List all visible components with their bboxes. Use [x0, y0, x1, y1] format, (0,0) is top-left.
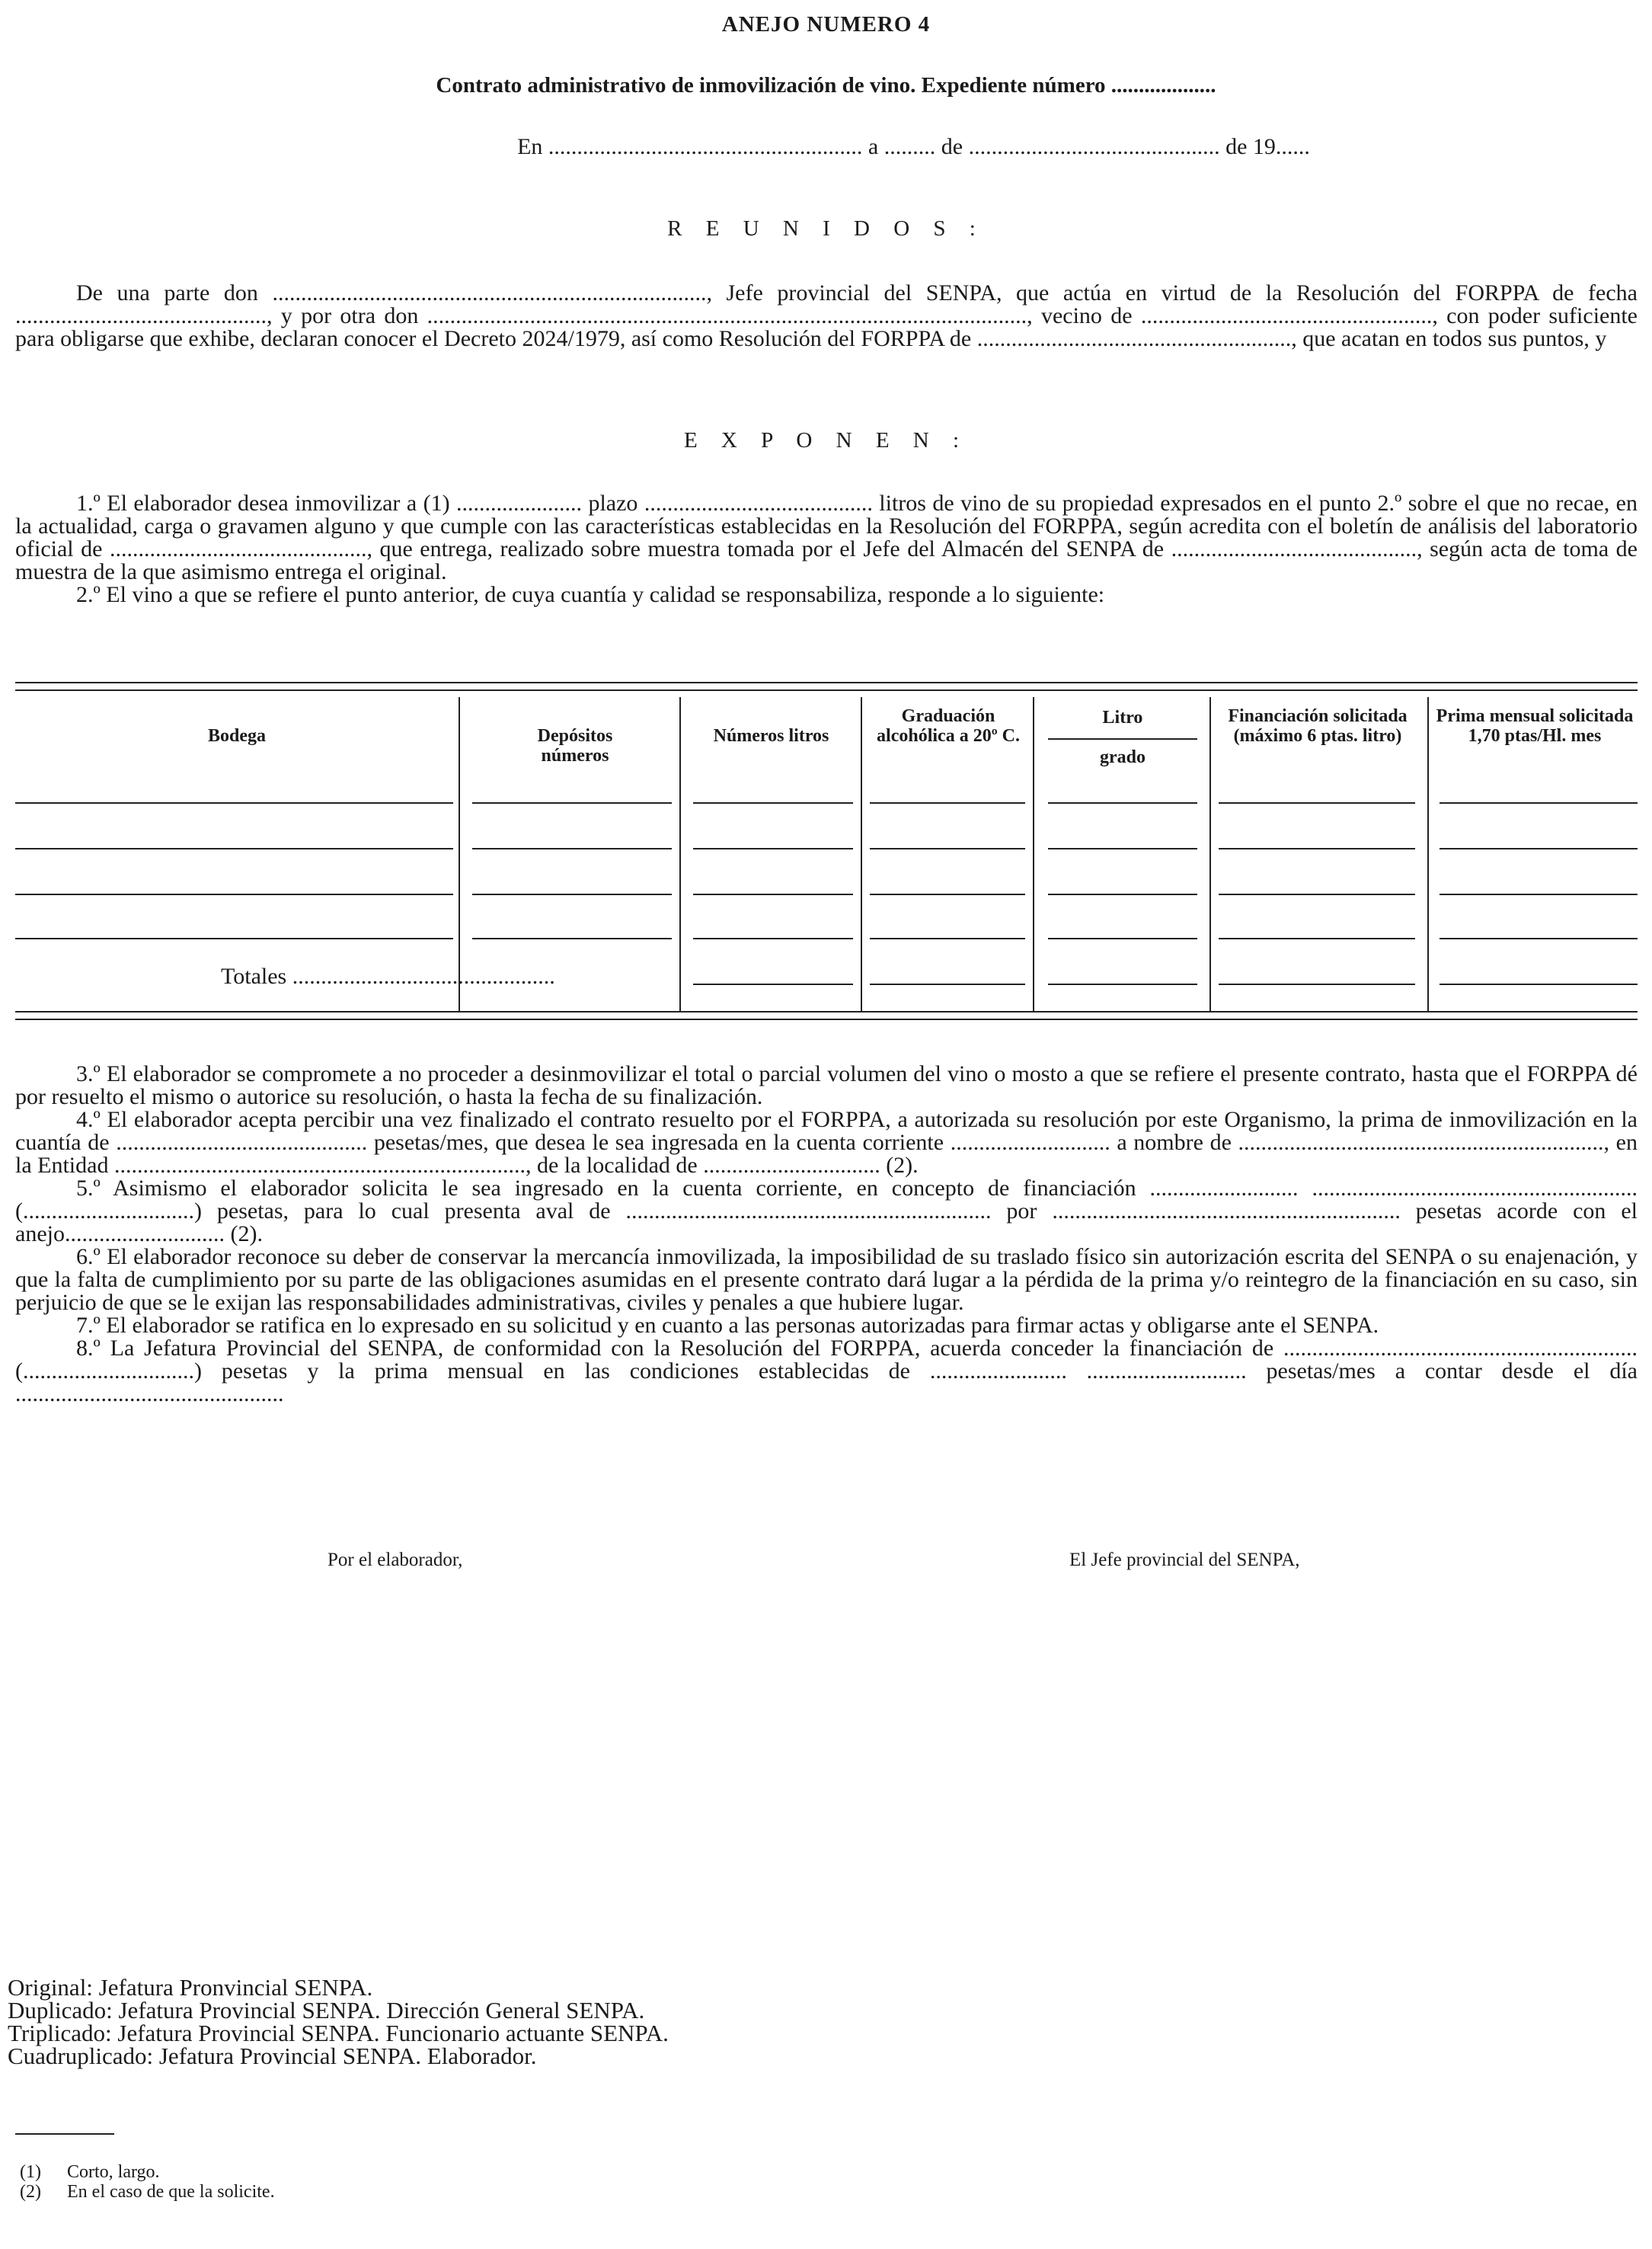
- clause-2: 2.º El vino a que se refiere el punto anterior, de cuya cuantía y calidad se responsabiliza, responde a lo siguiente:: [76, 582, 1105, 607]
- header-numeros-litros: Números litros: [713, 726, 829, 746]
- header-grado: grado: [1100, 747, 1146, 767]
- copy-triplicado: Triplicado: Jefatura Provincial SENPA. Funcionario actuante SENPA.: [8, 2020, 669, 2046]
- table-row-line: [693, 938, 853, 939]
- table-top-rule-1: [15, 682, 1638, 683]
- header-litro: Litro: [1102, 708, 1143, 728]
- litro-grado-divider: [1048, 738, 1197, 740]
- clause-6: 6.º El elaborador reconoce su deber de conservar la mercancía inmovilizada, la imposibilidad de su traslado físico sin autorización escrita del SENPA o su enajenación, y que la falta de cumplimiento por su parte de las obligaciones asumidas en el presente contrato dará lugar a la pérdida de la prima y/o reintegro de la financiación en su caso, sin perjuicio de que se le exijan las responsabilidades administrativas, civiles y penales a que hubiere lugar.: [15, 1244, 1638, 1315]
- header-depositos: Depósitos números: [537, 726, 613, 766]
- table-row-line: [1048, 894, 1197, 895]
- clause-8: 8.º La Jefatura Provincial del SENPA, de conformidad con la Resolución del FORPPA, acuerda conceder la financiación de .............................................................. (..............................) pesetas y la prima mensual en las condiciones establecidas de ........................ ............................ pesetas/mes a contar desde el día ...............................................: [15, 1336, 1638, 1406]
- table-row-line: [693, 894, 853, 895]
- table-bottom-rule-2: [15, 1019, 1638, 1020]
- table-row-line: [870, 938, 1025, 939]
- totals-line: [1219, 984, 1415, 985]
- clause-5: 5.º Asimismo el elaborador solicita le sea ingresado en la cuenta corriente, en concepto de financiación .......................... ......................................................... (..............................) pesetas, para lo cual presenta aval de ................................................................ por ............................................................. pesetas acorde con el anejo............................ (2).: [15, 1176, 1638, 1246]
- annex-title: ANEJO NUMERO 4: [721, 12, 931, 37]
- wine-table: [15, 682, 1638, 1032]
- totals-line: [693, 984, 853, 985]
- copy-cuadruplicado: Cuadruplicado: Jefatura Provincial SENPA. Elaborador.: [8, 2043, 537, 2069]
- table-row-line: [472, 894, 672, 895]
- table-row-line: [1048, 848, 1197, 849]
- col-divider: [1033, 697, 1034, 1011]
- exponen-heading: E X P O N E N :: [683, 428, 969, 453]
- table-row-line: [472, 848, 672, 849]
- header-graduacion: Graduación alcohólica a 20º C.: [877, 706, 1020, 746]
- table-row-line: [472, 938, 672, 939]
- signature-jefe: El Jefe provincial del SENPA,: [1069, 1550, 1300, 1570]
- footnotes: [20, 2162, 275, 2202]
- table-bottom-rule-1: [15, 1011, 1638, 1013]
- copy-duplicado: Duplicado: Jefatura Provincial SENPA. Dirección General SENPA.: [8, 1997, 645, 2023]
- clause-3: 3.º El elaborador se compromete a no proceder a desinmovilizar el total o parcial volumen del vino o mosto a que se refiere el presente contrato, hasta que el FORPPA dé por resuelto el mismo o autorice su resolución, o hasta la fecha de su finalización.: [15, 1061, 1638, 1109]
- table-row-line: [693, 802, 853, 804]
- reunidos-paragraph: [15, 282, 1638, 350]
- place-date-line: En ....................................................... a ......... de ............................................ de 19......: [517, 134, 1310, 159]
- contract-title: Contrato administrativo de inmovilización de vino. Expediente número ...................: [436, 73, 1216, 98]
- table-row-line: [1048, 938, 1197, 939]
- header-prima: Prima mensual solicitada 1,70 ptas/Hl. mes: [1436, 706, 1634, 746]
- table-row-line: [15, 894, 453, 895]
- table-row-line: [1219, 802, 1415, 804]
- table-top-rule-2: [15, 689, 1638, 691]
- copies-list: [8, 1976, 669, 2068]
- totals-line: [1440, 984, 1638, 985]
- table-row-line: [15, 802, 453, 804]
- totales-label: Totales ..............................................: [221, 964, 555, 989]
- table-row-line: [1440, 938, 1638, 939]
- footnote-1: (1) Corto, largo.: [20, 2162, 160, 2182]
- clause-4: 4.º El elaborador acepta percibir una vez finalizado el contrato resuelto por el FORPPA, a autorizada su resolución por este Organismo, la prima de inmovilización en la cuantía de ............................................ pesetas/mes, que desea le sea ingresada en la cuenta corriente ............................ a nombre de ................................................................, en la Entidad ........................................................................, de la localidad de ............................... (2).: [15, 1107, 1638, 1178]
- table-row-line: [1219, 894, 1415, 895]
- clause-1: 1.º El elaborador desea inmovilizar a (1) ...................... plazo ........................................ litros de vino de su propiedad expresados en el punto 2.º sobre el que no recae, en la actualidad, carga o gravamen alguno y que cumple con las características establecidas en la Resolución del FORPPA, según acredita con el boletín de análisis del laboratorio oficial de ............................................., que entrega, realizado sobre muestra tomada por el Jefe del Almacén del SENPA de ..........................................., según acta de toma de muestra de la que asimismo entrega el original.: [15, 491, 1638, 584]
- table-row-line: [1219, 848, 1415, 849]
- footnote-rule: [15, 2133, 114, 2135]
- table-row-line: [870, 802, 1025, 804]
- table-row-line: [1440, 894, 1638, 895]
- table-row-line: [870, 848, 1025, 849]
- header-bodega: Bodega: [207, 726, 266, 746]
- clauses-block: [15, 1063, 1638, 1406]
- col-divider: [861, 697, 862, 1011]
- reunidos-heading: R E U N I D O S :: [667, 216, 985, 241]
- table-row-line: [870, 894, 1025, 895]
- reunidos-text: De una parte don ............................................................................, Jefe provincial del SENPA, que actúa en virtud de la Resolución del FORPPA de fecha ............................................, y por otra don ........................................................................................................., vecino de ..................................................., con poder suficiente para obligarse que exhibe, declaran conocer el Decreto 2024/1979, así como Resolución del FORPPA de ......................................................., que acatan en todos sus puntos, y: [15, 280, 1638, 351]
- col-divider: [1427, 697, 1429, 1011]
- table-row-line: [1440, 802, 1638, 804]
- table-row-line: [1219, 938, 1415, 939]
- totals-line: [870, 984, 1025, 985]
- table-row-line: [1048, 802, 1197, 804]
- table-row-line: [15, 938, 453, 939]
- table-row-line: [15, 848, 453, 849]
- signature-elaborador: Por el elaborador,: [328, 1550, 463, 1570]
- header-financiacion: Financiación solicitada (máximo 6 ptas. litro): [1228, 706, 1408, 746]
- clause-7: 7.º El elaborador se ratifica en lo expresado en su solicitud y en cuanto a las personas autorizadas para firmar actas y obligarse ante el SENPA.: [76, 1313, 1379, 1338]
- footnote-2: (2) En el caso de que la solicite.: [20, 2182, 275, 2202]
- table-row-line: [693, 848, 853, 849]
- table-row-line: [1440, 848, 1638, 849]
- totals-line: [1048, 984, 1197, 985]
- exponen-paragraphs: [15, 492, 1638, 606]
- copy-original: Original: Jefatura Pronvincial SENPA.: [8, 1974, 373, 2001]
- col-divider: [679, 697, 681, 1011]
- table-row-line: [472, 802, 672, 804]
- col-divider: [1209, 697, 1211, 1011]
